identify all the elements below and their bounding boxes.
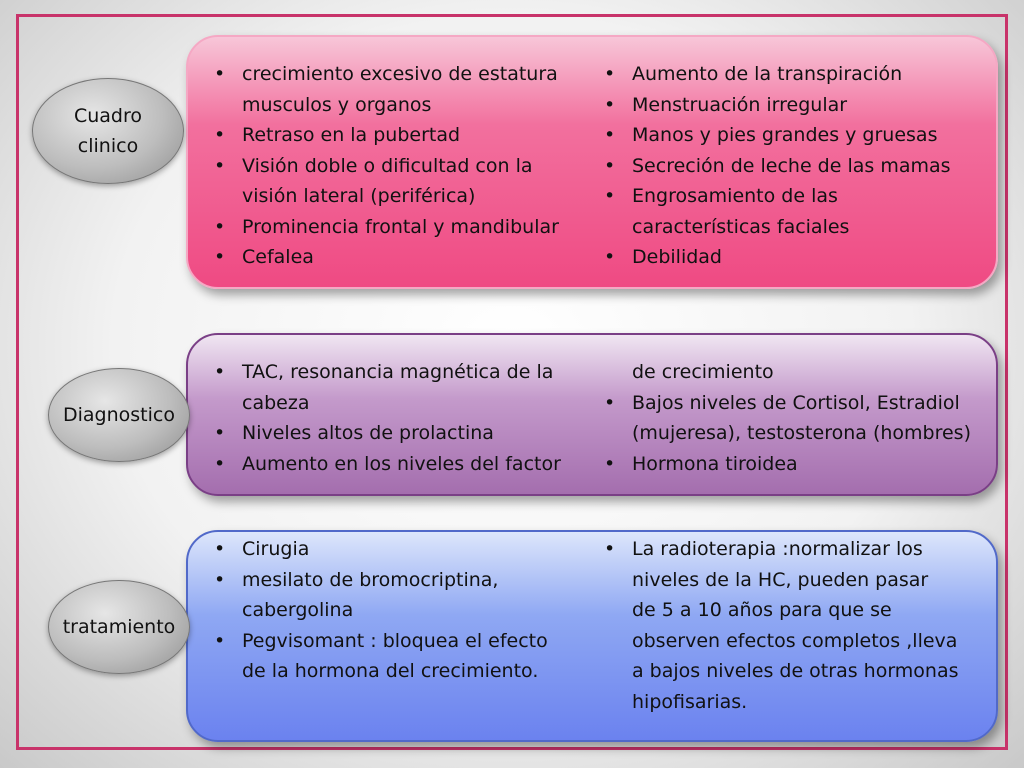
tratamiento-oval (48, 580, 190, 674)
tratamiento-left-list (208, 534, 588, 687)
cuadro-clinico-left-list (208, 59, 588, 273)
bullet-item: • Bajos niveles de Cortisol, Estradiol (598, 388, 978, 419)
bullet-item: • Pegvisomant : bloquea el efecto (208, 626, 588, 657)
tratamiento-right-list (598, 534, 978, 717)
bullet-item: • Debilidad (598, 242, 978, 273)
tratamiento-label: tratamiento (62, 616, 176, 638)
bullet-item: • Hormona tiroidea (598, 449, 978, 480)
cuadro-clinico-right-list (598, 59, 978, 273)
bullet-item: • Secreción de leche de las mamas (598, 151, 978, 182)
bullet-item: • Aumento de la transpiración (598, 59, 978, 90)
bullet-continuation: de crecimiento (632, 361, 774, 383)
diagnostico-left-list (208, 357, 588, 479)
bullet-item: • Visión doble o dificultad con la (208, 151, 588, 182)
tratamiento-box (186, 530, 998, 742)
bullet-item: • Menstruación irregular (598, 90, 978, 121)
bullet-continuation: de la hormona del crecimiento. (242, 660, 539, 682)
bullet-item: • mesilato de bromocriptina, (208, 565, 588, 596)
bullet-item: • Cefalea (208, 242, 588, 273)
diagnostico-label: Diagnostico (63, 404, 175, 426)
cuadro-clinico-oval (32, 78, 184, 184)
bullet-continuation: cabergolina (242, 599, 354, 621)
bullet-continuation: niveles de la HC, pueden pasar (632, 568, 929, 591)
bullet-item: • Prominencia frontal y mandibular (208, 212, 588, 243)
bullet-item: • TAC, resonancia magnética de la (208, 357, 588, 388)
bullet-continuation: (mujeresa), testosterona (hombres) (632, 422, 971, 444)
bullet-item: • Niveles altos de prolactina (208, 418, 588, 449)
bullet-continuation: a bajos niveles de otras hormonas (632, 660, 959, 682)
diagnostico-oval (48, 368, 190, 462)
bullet-item: • Retraso en la pubertad (208, 120, 588, 151)
cuadro-clinico-box (186, 35, 998, 289)
bullet-item: • crecimiento excesivo de estatura (208, 59, 588, 90)
bullet-continuation: visión lateral (periférica) (242, 185, 476, 207)
diagnostico-box (186, 333, 998, 496)
bullet-item: • Aumento en los niveles del factor (208, 449, 588, 480)
bullet-continuation: musculos y organos (242, 93, 432, 116)
bullet-item: • Engrosamiento de las (598, 181, 978, 212)
bullet-continuation: de 5 a 10 años para que se (632, 599, 892, 621)
bullet-item: • Manos y pies grandes y gruesas (598, 120, 978, 151)
bullet-continuation: hipofisarias. (632, 690, 748, 713)
bullet-continuation: características faciales (632, 215, 850, 238)
bullet-item: • La radioterapia :normalizar los (598, 534, 978, 565)
bullet-continuation: cabeza (242, 391, 310, 414)
bullet-item: • Cirugia (208, 534, 588, 565)
diagnostico-right-list (598, 357, 978, 479)
cuadro-clinico-label: Cuadro clinico (73, 105, 143, 157)
bullet-continuation: observen efectos completos ,lleva (632, 629, 958, 652)
